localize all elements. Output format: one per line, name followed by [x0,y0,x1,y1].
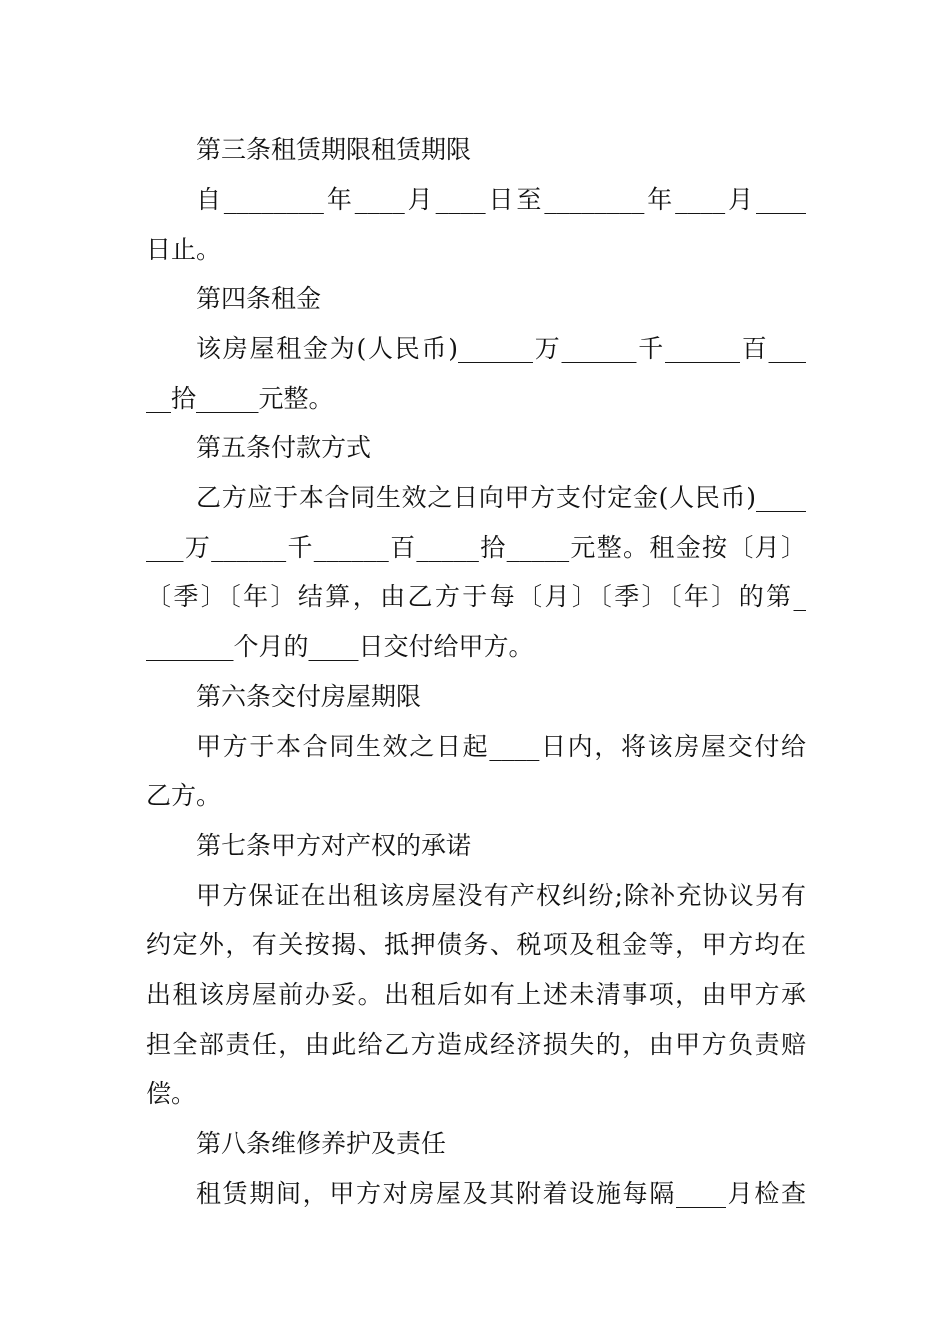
article-3-text-line: 日止。 [146,235,222,264]
article-6-text-line: 甲方于本合同生效之日起____日内，将该房屋交付给 [196,732,806,761]
article-7-text-line: 出租该房屋前办妥。出租后如有上述未清事项，由甲方承 [146,980,806,1009]
article-4-text-line: __拾_____元整。 [146,384,334,413]
article-8-heading: 第八条维修养护及责任 [196,1129,447,1158]
article-6-heading: 第六条交付房屋期限 [196,682,422,711]
article-5-text-line: 〔季〕〔年〕结算，由乙方于每〔月〕〔季〕〔年〕的第_ [146,582,806,611]
article-5-heading: 第五条付款方式 [196,433,372,462]
article-5-text-line: _______个月的____日交付给甲方。 [146,632,534,661]
article-7-text-line: 约定外，有关按揭、抵押债务、税项及租金等，甲方均在 [146,930,806,959]
article-7-text-line: 甲方保证在出租该房屋没有产权纠纷;除补充协议另有 [196,881,806,910]
article-3-text-line: 自________年____月____日至________年____月____ [196,185,806,214]
article-4-heading: 第四条租金 [196,284,322,313]
article-4-text-line: 该房屋租金为(人民币)______万______千______百___ [196,334,806,363]
article-5-text-line: ___万______千______百_____拾_____元整。租金按〔月〕 [146,533,806,562]
article-7-text-line: 偿。 [146,1079,197,1108]
article-7-text-line: 担全部责任，由此给乙方造成经济损失的，由甲方负责赔 [146,1030,806,1059]
article-3-heading: 第三条租赁期限租赁期限 [196,135,472,164]
article-5-text-line: 乙方应于本合同生效之日向甲方支付定金(人民币)____ [196,483,806,512]
article-7-heading: 第七条甲方对产权的承诺 [196,831,472,860]
article-6-text-line: 乙方。 [146,781,222,810]
article-8-text-line: 租赁期间，甲方对房屋及其附着设施每隔____月检查 [196,1179,806,1208]
